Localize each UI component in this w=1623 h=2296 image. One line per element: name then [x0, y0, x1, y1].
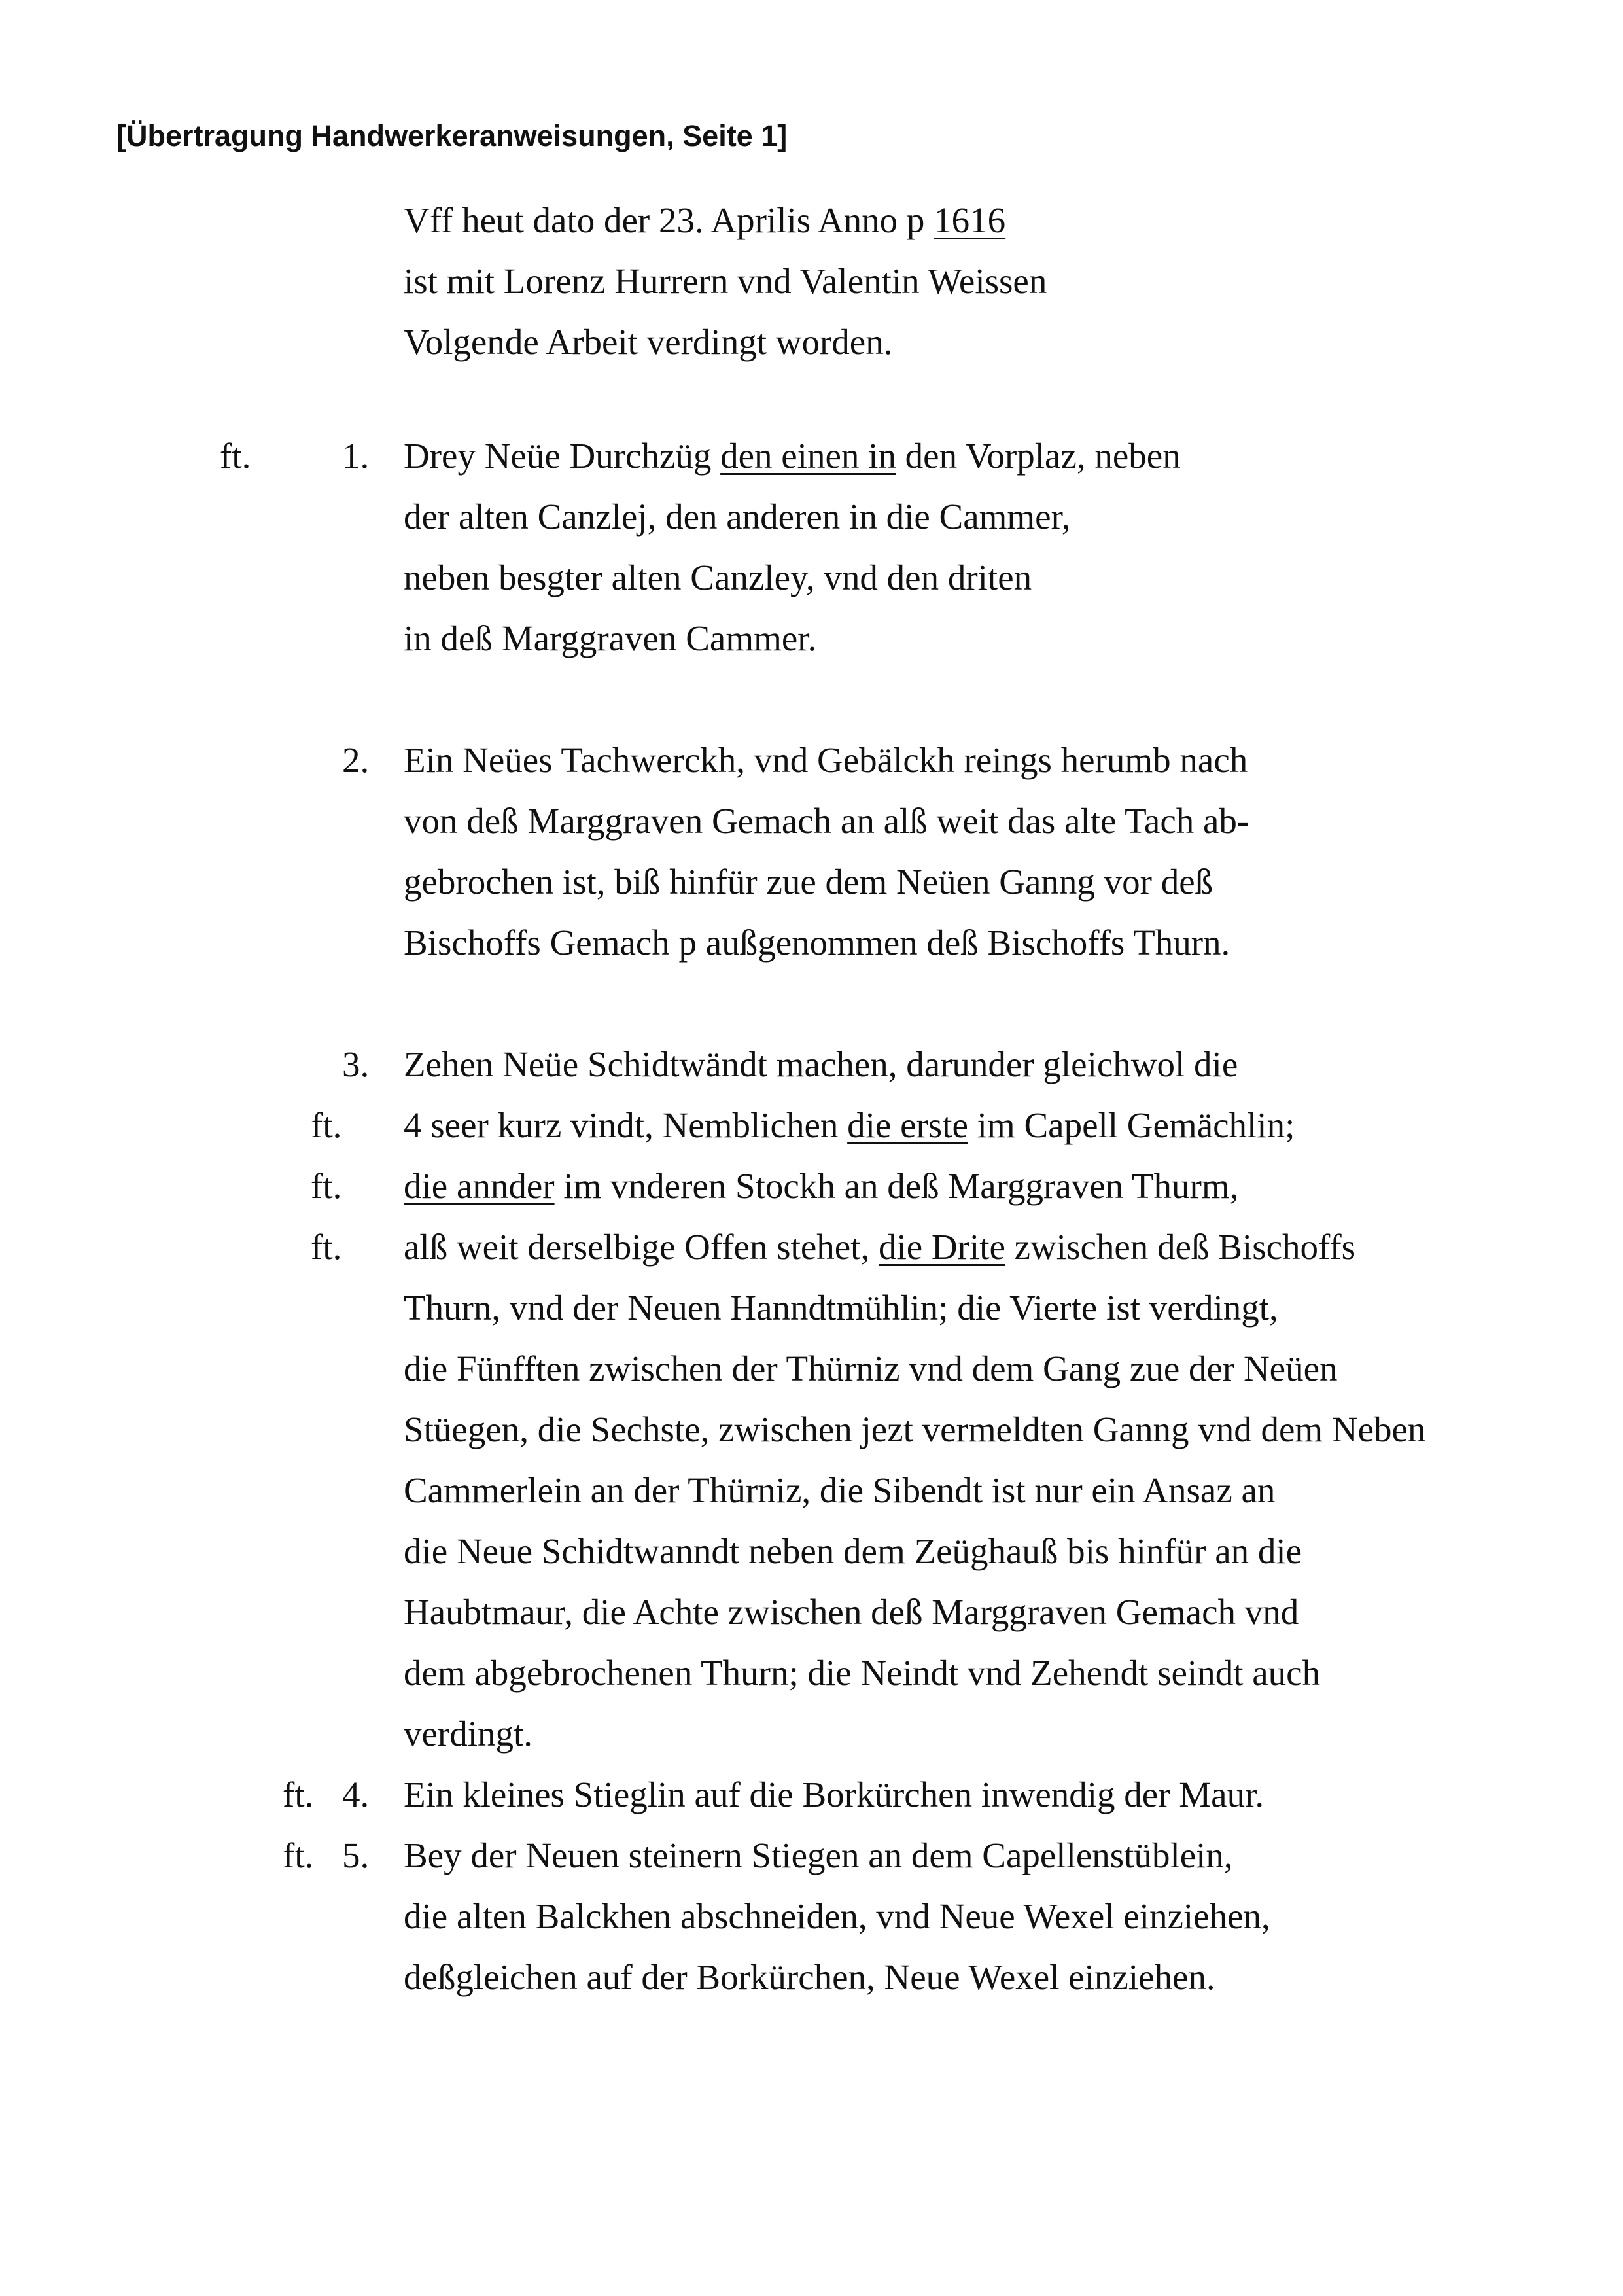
margin-mark: ft.: [283, 1835, 314, 1875]
item-line: Thurn, vnd der Neuen Hanndtmühlin; die Vierte ist verdingt,: [404, 1288, 1278, 1328]
item-line: der alten Canzlej, den anderen in die Cammer,: [404, 497, 1071, 537]
item-line: die annder im vnderen Stockh an deß Marggraven Thurm,: [404, 1166, 1239, 1206]
item-number: 4.: [342, 1775, 370, 1814]
item-line: von deß Marggraven Gemach an alß weit das alte Tach ab-: [404, 801, 1249, 841]
item-5: [0, 1825, 1623, 2007]
item-line: die Fünfften zwischen der Thürniz vnd dem Gang zue der Neüen: [404, 1349, 1338, 1388]
item-line: die Neue Schidtwanndt neben dem Zeüghauß bis hinfür an die: [404, 1531, 1302, 1571]
item-number: 1.: [342, 436, 370, 476]
item-2: [0, 730, 1623, 973]
item-line: 4 seer kurz vindt, Nemblichen die erste im Capell Gemächlin;: [404, 1105, 1295, 1145]
intro-line-3: Volgende Arbeit verdingt worden.: [404, 322, 893, 362]
item-line: alß weit derselbige Offen stehet, die Drite zwischen deß Bischoffs: [404, 1227, 1356, 1267]
item-line: verdingt.: [404, 1714, 533, 1754]
item-line: Bey der Neuen steinern Stiegen an dem Capellenstüblein,: [404, 1835, 1233, 1875]
margin-mark: ft.: [311, 1227, 342, 1267]
item-line: in deß Marggraven Cammer.: [404, 618, 817, 658]
item-line: Cammerlein an der Thürniz, die Sibendt ist nur ein Ansaz an: [404, 1470, 1276, 1510]
intro-year: 1616: [934, 200, 1006, 240]
item-line: Stüegen, die Sechste, zwischen jezt vermeldten Ganng vnd dem Neben: [404, 1409, 1426, 1449]
item-number: 2.: [342, 740, 370, 780]
item-line: die alten Balckhen abschneiden, vnd Neue Wexel einziehen,: [404, 1896, 1270, 1936]
page-heading: [Übertragung Handwerkeranweisungen, Seite 1]: [116, 119, 788, 152]
item-line: Ein Neües Tachwerckh, vnd Gebälckh reings herumb nach: [404, 740, 1248, 780]
item-line: Ein kleines Stieglin auf die Borkürchen inwendig der Maur.: [404, 1775, 1265, 1814]
intro-line-2: ist mit Lorenz Hurrern vnd Valentin Weissen: [404, 261, 1047, 301]
item-4: [0, 1764, 1623, 1825]
item-line: deßgleichen auf der Borkürchen, Neue Wexel einziehen.: [404, 1957, 1215, 1997]
margin-mark: ft.: [283, 1775, 314, 1814]
item-1: [0, 425, 1623, 669]
margin-mark: ft.: [220, 436, 251, 476]
item-number: 5.: [342, 1835, 370, 1875]
intro-paragraph: [404, 190, 1047, 372]
item-line: Bischoffs Gemach p außgenommen deß Bischoffs Thurn.: [404, 923, 1230, 963]
item-3: [0, 1034, 1623, 1764]
item-number: 3.: [342, 1044, 370, 1084]
margin-mark: ft.: [311, 1105, 342, 1145]
item-line: neben besgter alten Canzley, vnd den driten: [404, 557, 1032, 597]
item-line: gebrochen ist, biß hinfür zue dem Neüen Ganng vor deß: [404, 862, 1213, 902]
item-line: Haubtmaur, die Achte zwischen deß Marggraven Gemach vnd: [404, 1592, 1299, 1632]
item-line: Zehen Neüe Schidtwändt machen, darunder gleichwol die: [404, 1044, 1238, 1084]
margin-mark: ft.: [311, 1166, 342, 1206]
item-line: dem abgebrochenen Thurn; die Neindt vnd Zehendt seindt auch: [404, 1653, 1321, 1693]
intro-line-1: Vff heut dato der 23. Aprilis Anno p 1616: [404, 200, 1006, 240]
item-line: Drey Neüe Durchzüg den einen in den Vorplaz, neben: [404, 436, 1181, 476]
